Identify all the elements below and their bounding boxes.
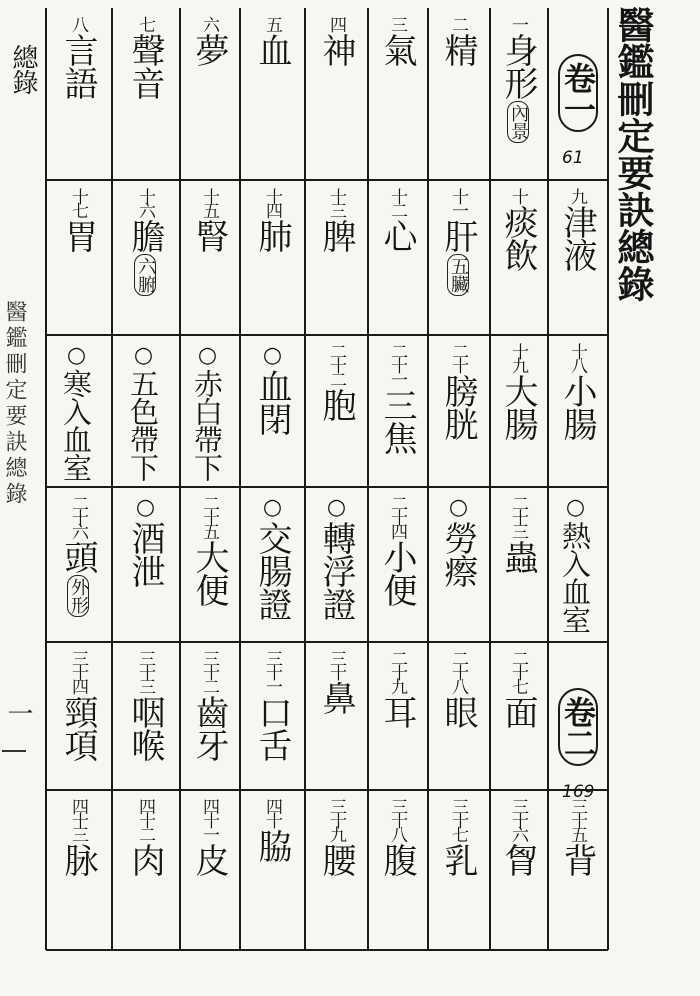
entry-number: 二十二 (326, 343, 346, 385)
index-entry[interactable] (125, 188, 165, 296)
entry-name: 夢 (189, 33, 229, 66)
entry-name: 交腸證 (252, 521, 292, 620)
entry-number: 三十八 (387, 798, 407, 840)
entry-name: 背 (557, 843, 597, 876)
index-entry[interactable] (498, 188, 538, 271)
entry-name: 肝 (438, 219, 478, 252)
index-entry[interactable] (377, 188, 417, 252)
page-title: 醫鑑刪定要訣總錄 (611, 6, 655, 302)
entry-number: 十九 (508, 343, 528, 371)
index-entry[interactable] (377, 343, 417, 454)
entry-name: 氣 (377, 33, 417, 66)
index-entry[interactable] (316, 188, 356, 252)
entry-name: 熱入血室 (558, 521, 592, 633)
entry-name: 血閉 (252, 369, 292, 435)
index-entry[interactable] (438, 188, 478, 296)
entry-name: 小便 (377, 540, 417, 606)
circle-marker-icon: ○ (324, 495, 349, 519)
index-entry[interactable] (377, 650, 417, 728)
entry-number: 二十五 (199, 495, 219, 537)
entry-number: 三十七 (448, 798, 468, 840)
column-rule (607, 8, 609, 950)
entry-name: 腎 (189, 219, 229, 252)
circle-marker-icon: ○ (195, 343, 220, 367)
entry-number: 三十 (326, 650, 346, 678)
index-entry[interactable] (498, 798, 538, 876)
index-entry[interactable] (252, 650, 292, 761)
entry-number: 三十一 (262, 650, 282, 692)
entry-name: 頭 (58, 540, 98, 573)
entry-name: 耳 (377, 695, 417, 728)
volume-marker[interactable]: 卷一 (558, 54, 598, 132)
index-entry[interactable] (498, 495, 538, 573)
entry-name: 腹 (377, 843, 417, 876)
entry-number: 二十八 (448, 650, 468, 692)
index-entry[interactable] (498, 16, 538, 143)
entry-number: 九 (567, 188, 587, 202)
index-entry[interactable] (316, 495, 356, 620)
circle-marker-icon: ○ (563, 495, 588, 519)
index-entry[interactable] (189, 495, 229, 606)
entry-number: 三十六 (508, 798, 528, 840)
margin-section-label: 總錄 (8, 44, 38, 94)
index-entry[interactable] (377, 798, 417, 876)
entry-name: 脇 (252, 829, 292, 862)
volume-marker[interactable]: 卷二 (558, 688, 598, 766)
entry-number: 十六 (135, 188, 155, 216)
entry-number: 二十四 (387, 495, 407, 537)
entry-name: 胞 (316, 388, 356, 421)
index-entry[interactable] (125, 650, 165, 761)
entry-number: 七 (135, 16, 155, 30)
entry-number: 三十三 (135, 650, 155, 692)
index-entry[interactable] (252, 343, 292, 435)
entry-number: 十二 (387, 188, 407, 216)
entry-number: 一 (508, 16, 528, 30)
entry-number: 二十六 (68, 495, 88, 537)
entry-name: 眼 (438, 695, 478, 728)
index-entry[interactable] (58, 188, 98, 252)
entry-name: 轉浮證 (316, 521, 356, 620)
entry-name: 聲音 (125, 33, 165, 99)
entry-name: 肉 (125, 843, 165, 876)
index-entry[interactable] (58, 495, 98, 617)
index-entry[interactable] (438, 343, 478, 440)
entry-number: 四十一 (199, 798, 219, 840)
entry-number: 十四 (262, 188, 282, 216)
entry-name: 肺 (252, 219, 292, 252)
entry-name: 脉 (58, 843, 98, 876)
index-entry[interactable] (438, 495, 478, 587)
entry-number: 三 (387, 16, 407, 30)
entry-name: 五色帶下 (126, 369, 160, 481)
entry-name: 蟲 (498, 540, 538, 573)
entry-number: 三十四 (68, 650, 88, 692)
entry-number: 四十三 (68, 798, 88, 840)
entry-name: 頸項 (58, 695, 98, 761)
entry-name: 言語 (58, 33, 98, 99)
margin-folio: 一 (3, 700, 33, 725)
index-entry[interactable] (377, 16, 417, 66)
column-rule (367, 8, 369, 950)
index-entry[interactable] (58, 798, 98, 876)
entry-name: 小腸 (557, 374, 597, 440)
entry-number: 十三 (326, 188, 346, 216)
index-entry[interactable] (125, 798, 165, 876)
column-rule (547, 8, 549, 950)
entry-name: 膀胱 (438, 374, 478, 440)
row-rule (46, 789, 608, 791)
index-entry[interactable] (252, 495, 292, 620)
index-entry[interactable] (438, 798, 478, 876)
column-rule (304, 8, 306, 950)
index-entry[interactable] (125, 495, 165, 587)
entry-name: 神 (316, 33, 356, 66)
index-entry[interactable] (438, 650, 478, 728)
column-rule (239, 8, 241, 950)
entry-name: 胃 (58, 219, 98, 252)
entry-number: 二 (448, 16, 468, 30)
index-entry[interactable] (377, 495, 417, 606)
entry-name: 口舌 (252, 695, 292, 761)
entry-number: 十五 (199, 188, 219, 216)
entry-name: 勞瘵 (438, 521, 478, 587)
entry-name: 血 (252, 33, 292, 66)
entry-name: 乳 (438, 843, 478, 876)
entry-name: 齒牙 (189, 695, 229, 761)
entry-name: 咽喉 (125, 695, 165, 761)
entry-number: 十七 (68, 188, 88, 216)
entry-name: 身形 (498, 33, 538, 99)
margin-bleed-text: 醫鑑刪定要訣總錄 (2, 300, 27, 508)
row-rule (46, 179, 608, 181)
entry-number: 三十二 (199, 650, 219, 692)
index-entry[interactable] (189, 798, 229, 876)
column-rule (111, 8, 113, 950)
row-rule (46, 486, 608, 488)
circle-marker-icon: ○ (446, 495, 471, 519)
entry-number: 二十七 (508, 650, 528, 692)
entry-number: 二十三 (508, 495, 528, 537)
entry-number: 四十 (262, 798, 282, 826)
column-rule (179, 8, 181, 950)
entry-name: 鼻 (316, 681, 356, 714)
row-rule (46, 334, 608, 336)
entry-name: 三焦 (377, 388, 417, 454)
entry-name: 津液 (557, 205, 597, 271)
entry-number: 十 (508, 188, 528, 202)
index-entry[interactable] (126, 343, 160, 481)
entry-number: 五 (262, 16, 282, 30)
entry-name: 酒泄 (125, 521, 165, 587)
column-rule (489, 8, 491, 950)
index-entry[interactable] (557, 798, 597, 876)
entry-number: 二十九 (387, 650, 407, 692)
circle-marker-icon: ○ (260, 495, 285, 519)
entry-number: 四十二 (135, 798, 155, 840)
entry-name: 胷 (498, 843, 538, 876)
entry-number: 四 (326, 16, 346, 30)
column-rule (45, 8, 47, 950)
index-entry[interactable] (252, 16, 292, 66)
index-entry[interactable] (189, 188, 229, 252)
index-entry[interactable] (316, 343, 356, 421)
entry-number: 十一 (448, 188, 468, 216)
index-entry[interactable] (59, 343, 93, 481)
volume-page-number: 61 (562, 148, 584, 168)
index-entry[interactable] (189, 16, 229, 66)
circle-marker-icon: ○ (64, 343, 89, 367)
entry-note: 外形 (67, 575, 89, 617)
entry-name: 精 (438, 33, 478, 66)
row-rule (46, 949, 608, 951)
entry-number: 十八 (567, 343, 587, 371)
index-entry[interactable] (189, 650, 229, 761)
entry-name: 大便 (189, 540, 229, 606)
entry-name: 皮 (189, 843, 229, 876)
index-entry[interactable] (125, 16, 165, 99)
row-rule (46, 641, 608, 643)
index-entry[interactable] (316, 650, 356, 714)
index-entry[interactable] (316, 798, 356, 876)
margin-dash (2, 750, 26, 752)
index-entry[interactable] (498, 650, 538, 728)
index-entry[interactable] (316, 16, 356, 66)
index-entry[interactable] (498, 343, 538, 440)
entry-name: 痰飲 (498, 205, 538, 271)
entry-number: 二十一 (387, 343, 407, 385)
entry-name: 心 (377, 219, 417, 252)
circle-marker-icon: ○ (133, 495, 158, 519)
entry-name: 赤白帶下 (190, 369, 224, 481)
index-entry[interactable] (557, 343, 597, 440)
entry-number: 六 (199, 16, 219, 30)
index-entry[interactable] (58, 16, 98, 99)
entry-note: 六腑 (134, 254, 156, 296)
entry-note: 五臟 (447, 254, 469, 296)
entry-number: 三十五 (567, 798, 587, 840)
entry-number: 二十 (448, 343, 468, 371)
entry-name: 寒入血室 (59, 369, 93, 481)
entry-name: 面 (498, 695, 538, 728)
entry-name: 腰 (316, 843, 356, 876)
index-entry[interactable] (190, 343, 224, 481)
circle-marker-icon: ○ (260, 343, 285, 367)
index-entry[interactable] (558, 495, 592, 633)
entry-name: 膽 (125, 219, 165, 252)
circle-marker-icon: ○ (131, 343, 156, 367)
index-entry[interactable] (58, 650, 98, 761)
entry-name: 脾 (316, 219, 356, 252)
volume-page-number: 169 (562, 782, 595, 802)
entry-name: 大腸 (498, 374, 538, 440)
entry-note: 內景 (507, 101, 529, 143)
column-rule (427, 8, 429, 950)
index-entry[interactable] (557, 188, 597, 271)
index-entry[interactable] (252, 188, 292, 252)
entry-number: 三十九 (326, 798, 346, 840)
index-entry[interactable] (252, 798, 292, 862)
index-entry[interactable] (438, 16, 478, 66)
entry-number: 八 (68, 16, 88, 30)
